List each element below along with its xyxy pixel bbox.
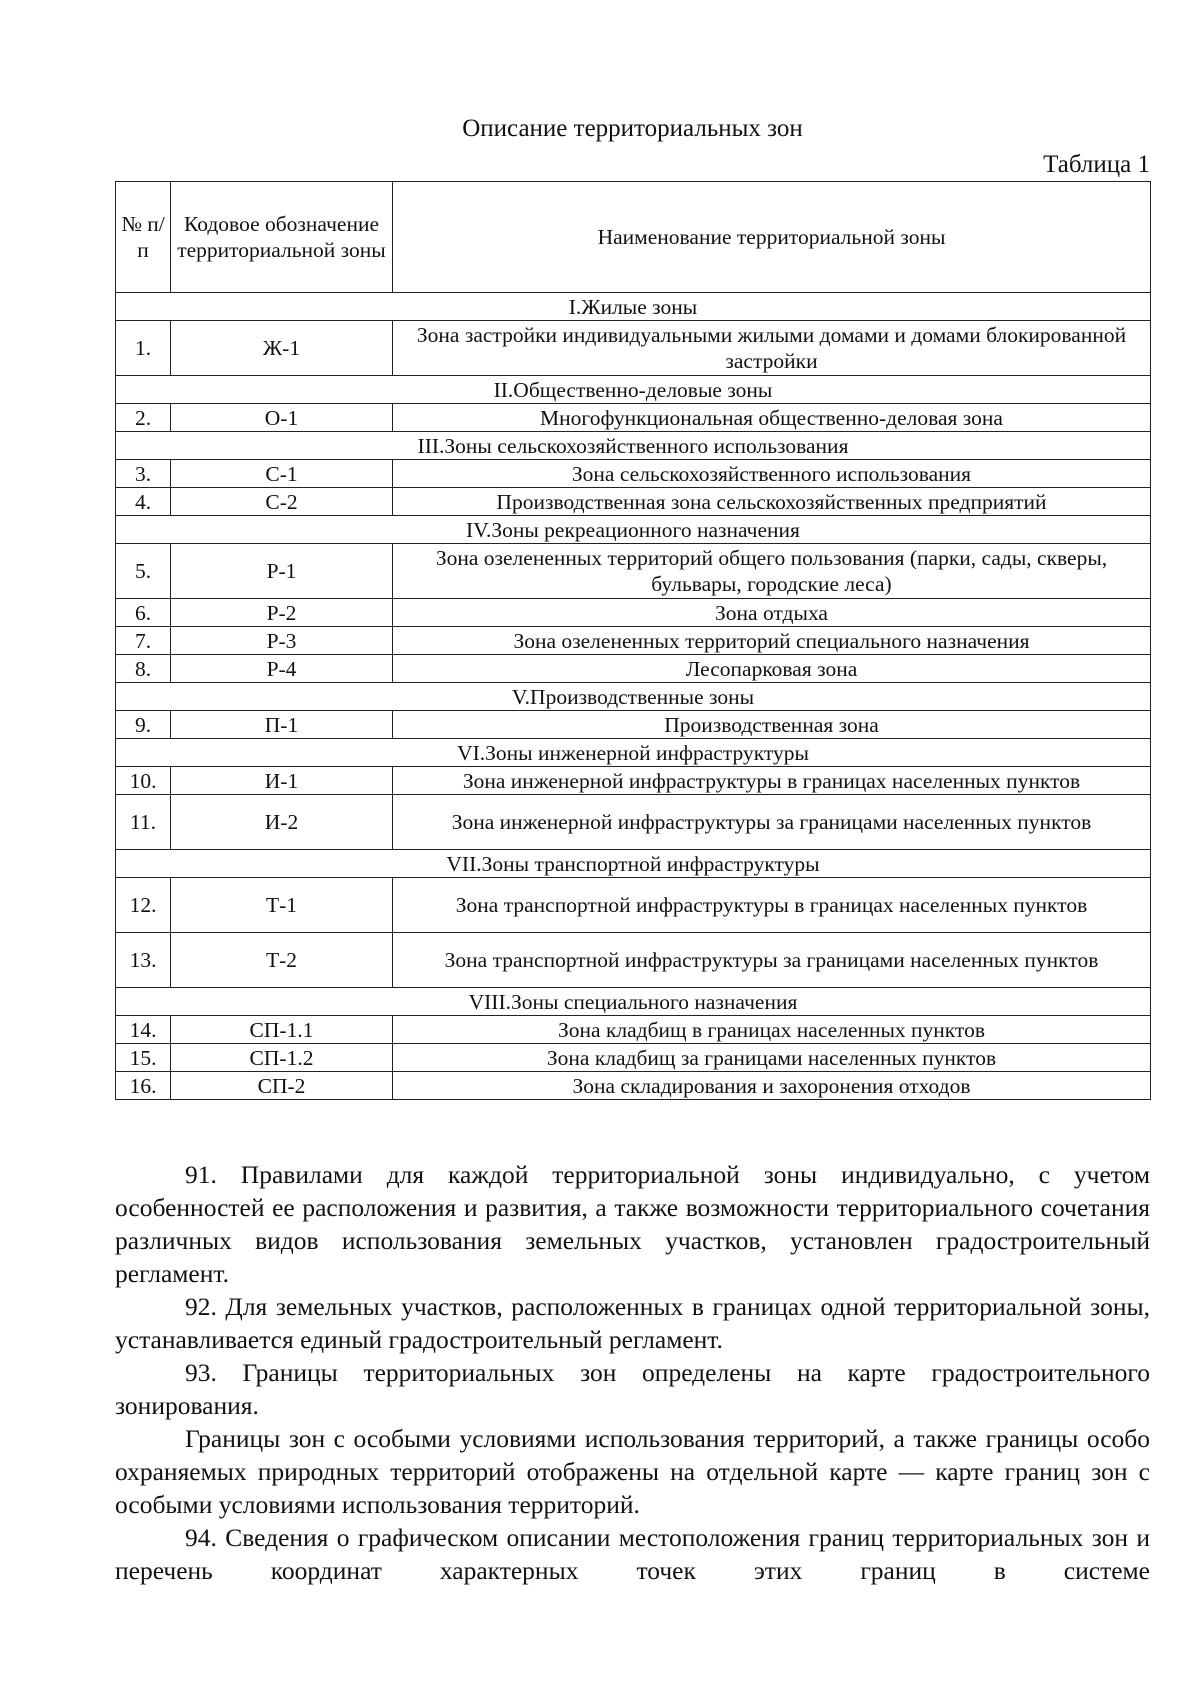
table-row	[116, 488, 1151, 516]
table-row	[116, 711, 1151, 739]
table-row	[116, 1044, 1151, 1072]
header-name: Наименование территориальной зоны	[393, 182, 1151, 293]
section-row	[116, 376, 1151, 404]
paragraph: Границы зон с особыми условиями использования территорий, а также границы особо охраняемых природных территорий отображены на отдельной карте — карте границ зон с особыми условиями использования территорий.	[115, 1424, 1150, 1519]
zone-number: 3.	[116, 460, 171, 488]
zone-code: Т-2	[171, 933, 393, 988]
section-title: II.Общественно-деловые зоны	[116, 376, 1151, 404]
table-row	[116, 767, 1151, 795]
zone-code: Р-2	[171, 599, 393, 627]
section-row	[116, 850, 1151, 878]
section-title: V.Производственные зоны	[116, 683, 1151, 711]
zone-code: Р-1	[171, 544, 393, 599]
zone-name: Зона инженерной инфраструктуры за границами населенных пунктов	[393, 795, 1151, 850]
document-title: Описание территориальных зон	[462, 115, 803, 142]
zone-number: 16.	[116, 1072, 171, 1100]
section-title: VIII.Зоны специального назначения	[116, 988, 1151, 1016]
section-title: VII.Зоны транспортной инфраструктуры	[116, 850, 1151, 878]
header-code: Кодовое обозначение территориальной зоны	[171, 182, 393, 293]
zone-name: Зона инженерной инфраструктуры в границах населенных пунктов	[393, 767, 1151, 795]
zone-code: С-2	[171, 488, 393, 516]
zone-name: Зона озелененных территорий общего пользования (парки, сады, скверы, бульвары, городские леса)	[393, 544, 1151, 599]
table-row	[116, 460, 1151, 488]
paragraph: 94. Сведения о графическом описании местоположения границ территориальных зон и перечень координат характерных точек этих границ в системе	[115, 1523, 1150, 1585]
section-title: VI.Зоны инженерной инфраструктуры	[116, 739, 1151, 767]
table-label: Таблица 1	[1043, 151, 1150, 178]
zone-name: Зона озелененных территорий специального назначения	[393, 627, 1151, 655]
section-row	[116, 432, 1151, 460]
table-row	[116, 878, 1151, 933]
table-row	[116, 321, 1151, 376]
zone-code: Р-3	[171, 627, 393, 655]
zone-code: Р-4	[171, 655, 393, 683]
section-row	[116, 988, 1151, 1016]
paragraph: 92. Для земельных участков, расположенных в границах одной территориальной зоны, устанавливается единый градостроительный регламент.	[115, 1292, 1150, 1354]
table-row	[116, 599, 1151, 627]
zone-number: 11.	[116, 795, 171, 850]
zone-code: Т-1	[171, 878, 393, 933]
zones-table-body	[116, 182, 1151, 1100]
section-row	[116, 683, 1151, 711]
zone-number: 2.	[116, 404, 171, 432]
zone-name: Зона складирования и захоронения отходов	[393, 1072, 1151, 1100]
section-row	[116, 516, 1151, 544]
zone-name: Зона кладбищ за границами населенных пунктов	[393, 1044, 1151, 1072]
zone-name: Зона отдыха	[393, 599, 1151, 627]
table-row	[116, 1072, 1151, 1100]
zone-number: 6.	[116, 599, 171, 627]
zone-number: 13.	[116, 933, 171, 988]
section-title: I.Жилые зоны	[116, 293, 1151, 321]
zone-name: Зона кладбищ в границах населенных пунктов	[393, 1016, 1151, 1044]
zone-code: СП-1.2	[171, 1044, 393, 1072]
zone-code: П-1	[171, 711, 393, 739]
zone-name: Зона транспортной инфраструктуры за границами населенных пунктов	[393, 933, 1151, 988]
zone-number: 14.	[116, 1016, 171, 1044]
zones-table	[115, 181, 1151, 1100]
zone-number: 5.	[116, 544, 171, 599]
table-row	[116, 544, 1151, 599]
section-title: IV.Зоны рекреационного назначения	[116, 516, 1151, 544]
zone-name: Зона застройки индивидуальными жилыми домами и домами блокированной застройки	[393, 321, 1151, 376]
zone-number: 9.	[116, 711, 171, 739]
zone-code: Ж-1	[171, 321, 393, 376]
zone-name: Многофункциональная общественно-деловая зона	[393, 404, 1151, 432]
zone-code: И-2	[171, 795, 393, 850]
zone-name: Зона транспортной инфраструктуры в границах населенных пунктов	[393, 878, 1151, 933]
body-text	[115, 1158, 1150, 1587]
paragraph: 91. Правилами для каждой территориальной зоны индивидуально, с учетом особенностей ее расположения и развития, а также возможности территориального сочетания различных видов использования земельных участков, установлен градостроительный регламент.	[115, 1160, 1150, 1288]
table-row	[116, 404, 1151, 432]
paragraph: 93. Границы территориальных зон определены на карте градостроительного зонирования.	[115, 1358, 1150, 1420]
table-row	[116, 627, 1151, 655]
zone-code: СП-1.1	[171, 1016, 393, 1044]
zone-number: 10.	[116, 767, 171, 795]
zone-number: 1.	[116, 321, 171, 376]
zone-code: О-1	[171, 404, 393, 432]
table-header-row	[116, 182, 1151, 293]
section-row	[116, 739, 1151, 767]
zone-code: СП-2	[171, 1072, 393, 1100]
table-row	[116, 795, 1151, 850]
zone-number: 4.	[116, 488, 171, 516]
section-title: III.Зоны сельскохозяйственного использования	[116, 432, 1151, 460]
zone-number: 8.	[116, 655, 171, 683]
table-row	[116, 655, 1151, 683]
zone-number: 12.	[116, 878, 171, 933]
section-row	[116, 293, 1151, 321]
zone-code: С-1	[171, 460, 393, 488]
header-num: № п/п	[116, 182, 171, 293]
table-row	[116, 933, 1151, 988]
zone-name: Производственная зона	[393, 711, 1151, 739]
zone-number: 15.	[116, 1044, 171, 1072]
zone-name: Лесопарковая зона	[393, 655, 1151, 683]
zone-name: Зона сельскохозяйственного использования	[393, 460, 1151, 488]
zone-number: 7.	[116, 627, 171, 655]
zone-name: Производственная зона сельскохозяйственных предприятий	[393, 488, 1151, 516]
zone-code: И-1	[171, 767, 393, 795]
table-row	[116, 1016, 1151, 1044]
